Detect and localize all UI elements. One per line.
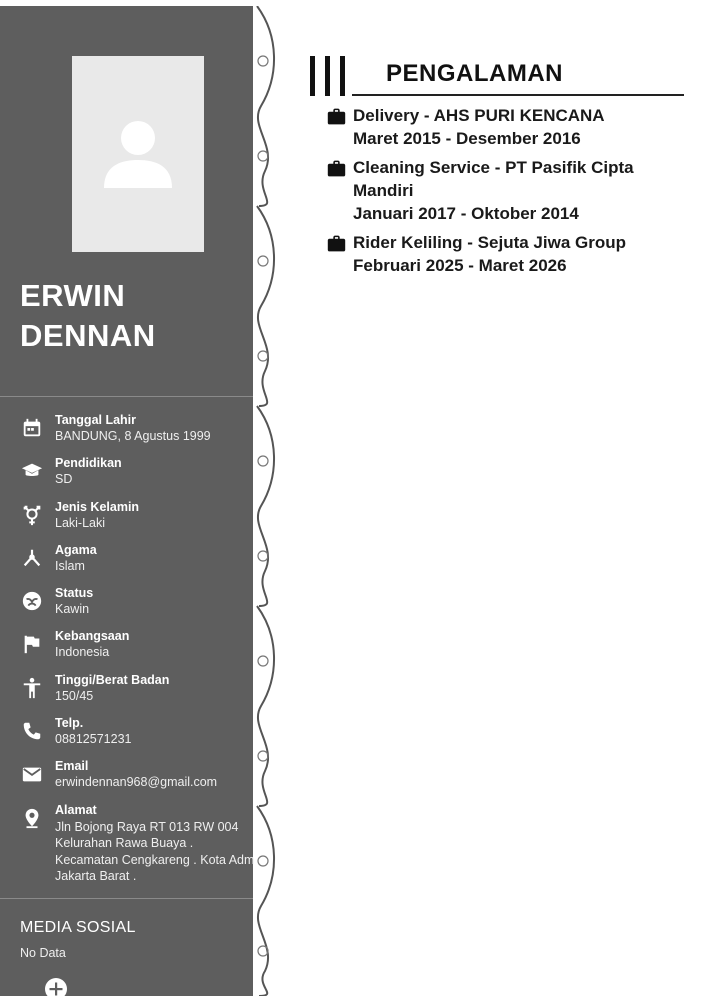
add-circle-icon[interactable] <box>44 977 68 1001</box>
section-bars-icon <box>309 56 349 96</box>
experience-job: Cleaning Service - PT Pasifik Cipta Mandiri <box>353 158 634 200</box>
decorative-ornament <box>253 6 283 996</box>
experience-period: Februari 2025 - Maret 2026 <box>353 256 567 275</box>
location-pin-icon <box>21 807 43 829</box>
email-icon <box>21 763 43 785</box>
personal-info-list <box>0 412 255 884</box>
person-height-icon <box>21 677 43 699</box>
info-label: Status <box>55 586 94 601</box>
graduation-cap-icon <box>21 460 43 482</box>
info-item-email <box>0 758 253 801</box>
info-label: Kebangsaan <box>55 629 130 644</box>
first-name: ERWIN <box>20 278 126 313</box>
info-label: Pendidikan <box>55 456 122 471</box>
info-value: Indonesia <box>55 645 110 660</box>
religion-icon <box>21 547 43 569</box>
info-value: 150/45 <box>55 688 94 703</box>
info-label: Agama <box>55 542 97 557</box>
experience-underline <box>352 94 684 96</box>
experience-period: Maret 2015 - Desember 2016 <box>353 129 581 148</box>
info-item-phone <box>0 715 253 758</box>
info-value: SD <box>55 472 73 487</box>
social-media-title: MEDIA SOSIAL <box>20 919 136 936</box>
profile-photo[interactable] <box>72 56 204 252</box>
email-value[interactable]: erwindennan968@gmail.com <box>55 775 218 790</box>
experience-title: PENGALAMAN <box>386 60 563 87</box>
briefcase-icon <box>327 234 346 253</box>
info-value: Islam <box>55 558 85 573</box>
experience-job: Delivery - AHS PURI KENCANA <box>353 106 605 125</box>
experience-list <box>325 104 685 283</box>
experience-item <box>325 231 685 277</box>
phone-value[interactable]: 08812571231 <box>55 732 132 747</box>
info-label: Tanggal Lahir <box>55 413 137 427</box>
info-item-birth <box>0 412 253 455</box>
info-item-height-weight <box>0 672 253 715</box>
flag-icon <box>21 633 43 655</box>
experience-item <box>325 156 685 225</box>
info-value: BANDUNG, 8 Agustus 1999 <box>55 429 211 443</box>
divider <box>0 396 253 397</box>
info-item-education <box>0 455 253 498</box>
info-item-nationality <box>0 628 253 671</box>
info-item-gender <box>0 499 253 542</box>
info-label: Alamat <box>55 802 97 817</box>
user-avatar-icon <box>100 116 176 192</box>
profile-name <box>20 276 156 356</box>
briefcase-icon <box>327 159 346 178</box>
info-value: Laki-Laki <box>55 515 106 530</box>
last-name: DENNAN <box>20 318 156 353</box>
info-value: Kawin <box>55 602 90 617</box>
info-item-address <box>0 802 255 884</box>
experience-job: Rider Keliling - Sejuta Jiwa Group <box>353 233 626 252</box>
info-label: Tinggi/Berat Badan <box>55 672 170 687</box>
info-item-status <box>0 585 253 628</box>
experience-item <box>325 104 685 150</box>
briefcase-icon <box>327 107 346 126</box>
info-label: Email <box>55 759 89 774</box>
gender-icon <box>21 504 43 526</box>
info-item-religion <box>0 542 253 585</box>
phone-icon <box>21 720 43 742</box>
social-media-empty: No Data <box>20 946 66 960</box>
status-icon <box>21 590 43 612</box>
calendar-icon <box>21 417 43 439</box>
info-label: Telp. <box>55 716 84 731</box>
address-value: Jln Bojong Raya RT 013 RW 004 Kelurahan Rawa Buaya . Kecamatan Cengkareng . Kota Adm Jakarta Barat . <box>55 819 255 884</box>
info-label: Jenis Kelamin <box>55 499 140 514</box>
divider <box>0 898 253 899</box>
experience-period: Januari 2017 - Oktober 2014 <box>353 204 579 223</box>
sidebar <box>0 6 253 996</box>
